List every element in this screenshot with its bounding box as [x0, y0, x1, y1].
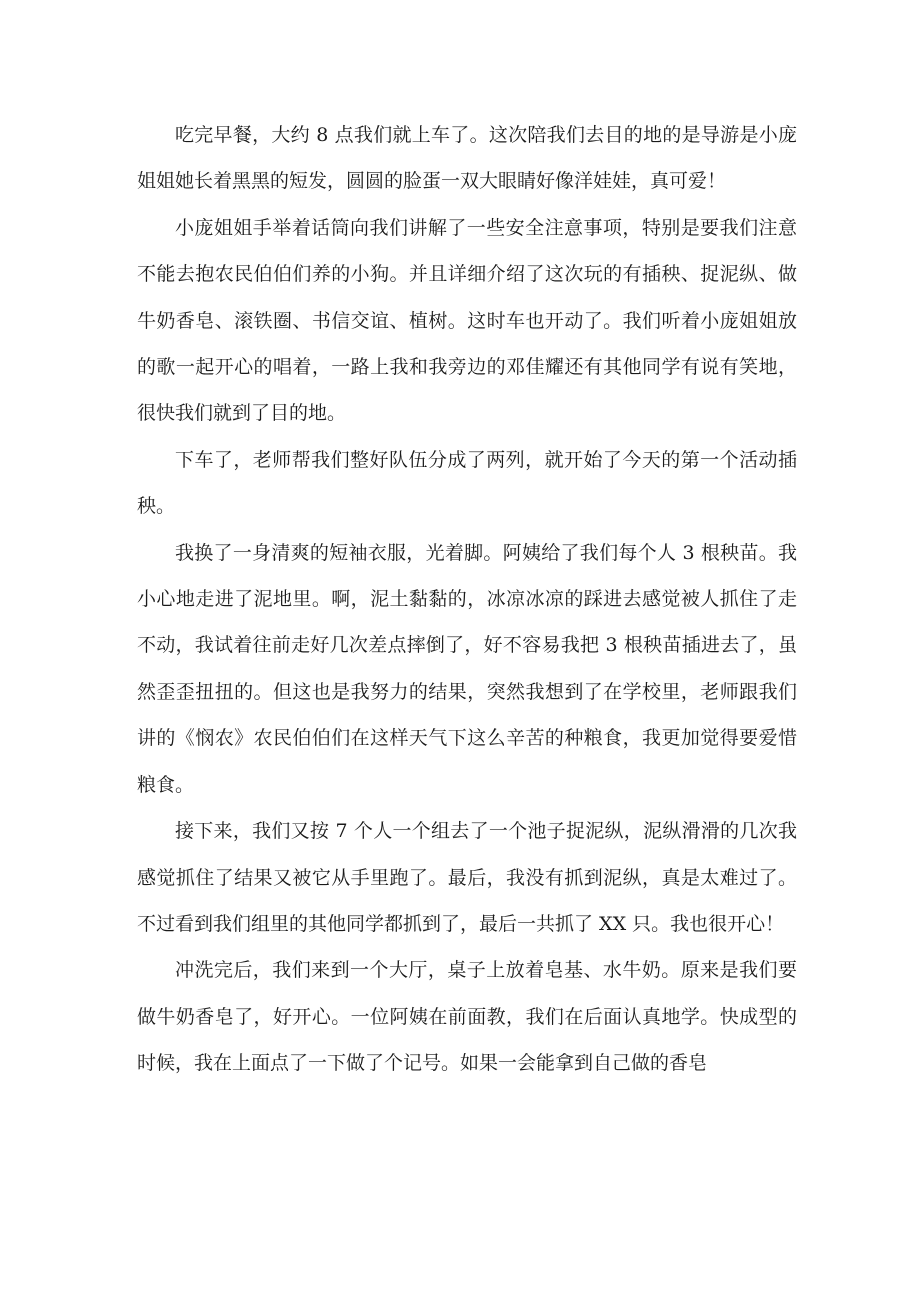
paragraph-arrival: 下车了，老师帮我们整好队伍分成了两列，就开始了今天的第一个活动插秧。: [137, 448, 797, 518]
paragraph-catching-loach: 接下来，我们又按 7 个人一个组去了一个池子捉泥纵，泥纵滑滑的几次我感觉抓住了结果又被它从手里跑了。最后，我没有抓到泥纵，真是太难过了。不过看到我们组里的其他同学都抓到了，最后一共抓了 XX 只。我也很开心！: [137, 820, 797, 935]
paragraph-guide-safety: 小庞姐姐手举着话筒向我们讲解了一些安全注意事项，特别是要我们注意不能去抱农民伯伯们养的小狗。并且详细介绍了这次玩的有插秧、捉泥纵、做牛奶香皂、滚铁圈、书信交谊、植树。这时车也开动了。我们听着小庞姐姐放的歌一起开心的唱着，一路上我和我旁边的邓佳耀还有其他同学有说有笑地，很快我们就到了目的地。: [137, 216, 797, 425]
paragraph-making-soap: 冲洗完后，我们来到一个大厅，桌子上放着皂基、水牛奶。原来是我们要做牛奶香皂了，好开心。一位阿姨在前面教，我们在后面认真地学。快成型的时候，我在上面点了一下做了个记号。如果一会能拿到自己做的香皂: [137, 959, 797, 1075]
paragraph-breakfast: 吃完早餐，大约 8 点我们就上车了。这次陪我们去目的地的是导游是小庞姐姐她长着黑黑的短发，圆圆的脸蛋一双大眼睛好像洋娃娃，真可爱！: [137, 124, 797, 193]
document-body: [137, 112, 797, 1087]
paragraph-planting-rice: 我换了一身清爽的短袖衣服，光着脚。阿姨给了我们每个人 3 根秧苗。我小心地走进了泥地里。啊，泥土黏黏的，冰凉冰凉的踩进去感觉被人抓住了走不动，我试着往前走好几次差点摔倒了，好不容易我把 3 根秧苗插进去了，虽然歪歪扭扭的。但这也是我努力的结果，突然我想到了在学校里，老师跟我们讲的《悯农》农民伯伯们在这样天气下这么辛苦的种粮食，我更加觉得要爱惜粮食。: [137, 541, 797, 796]
